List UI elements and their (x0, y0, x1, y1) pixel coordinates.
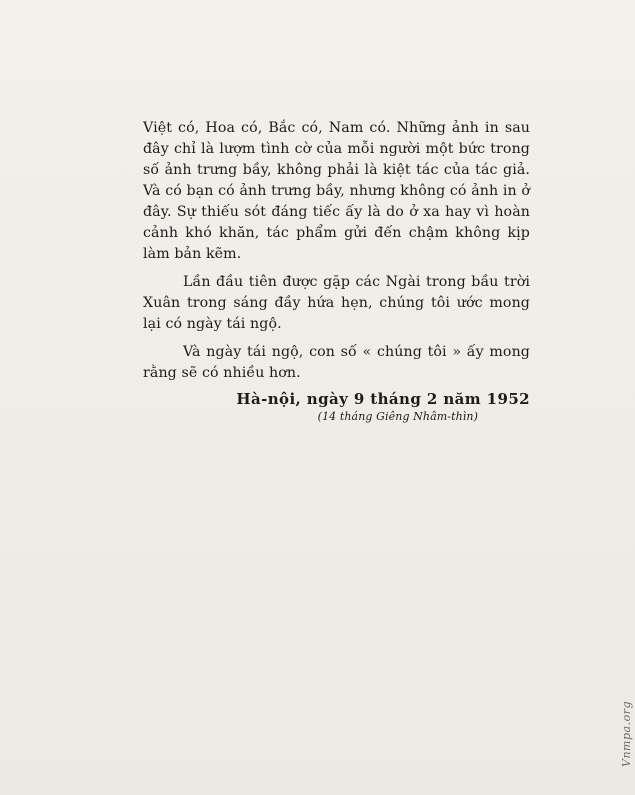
paragraph-3: Và ngày tái ngộ, con số « chúng tôi » ấy mong rằng sẽ có nhiều hơn. (143, 344, 530, 381)
paragraph-2: Lần đầu tiên được gặp các Ngài trong bầu trời Xuân trong sáng đầy hứa hẹn, chúng tôi ước mong lại có ngày tái ngộ. (143, 274, 530, 332)
place-date-signature: Hà-nội, ngày 9 tháng 2 năm 1952 (236, 390, 530, 408)
paragraph-1: Việt có, Hoa có, Bắc có, Nam có. Những ảnh in sau đây chỉ là lượm tình cờ của mỗi người một bức trong số ảnh trưng bầy, không phải là kiệt tác của tác giả. Và có bạn có ảnh trưng bầy, nhưng không có ảnh in ở đây. Sự thiếu sót đáng tiếc ấy là do ở xa hay vì hoàn cảnh khó khăn, tác phẩm gửi đến chậm không kịp làm bản kẽm. (143, 120, 530, 262)
watermark: Vnmpa.org (620, 701, 633, 767)
body-text (143, 118, 530, 425)
lunar-date-note: (14 tháng Giêng Nhâm-thìn) (317, 410, 478, 423)
